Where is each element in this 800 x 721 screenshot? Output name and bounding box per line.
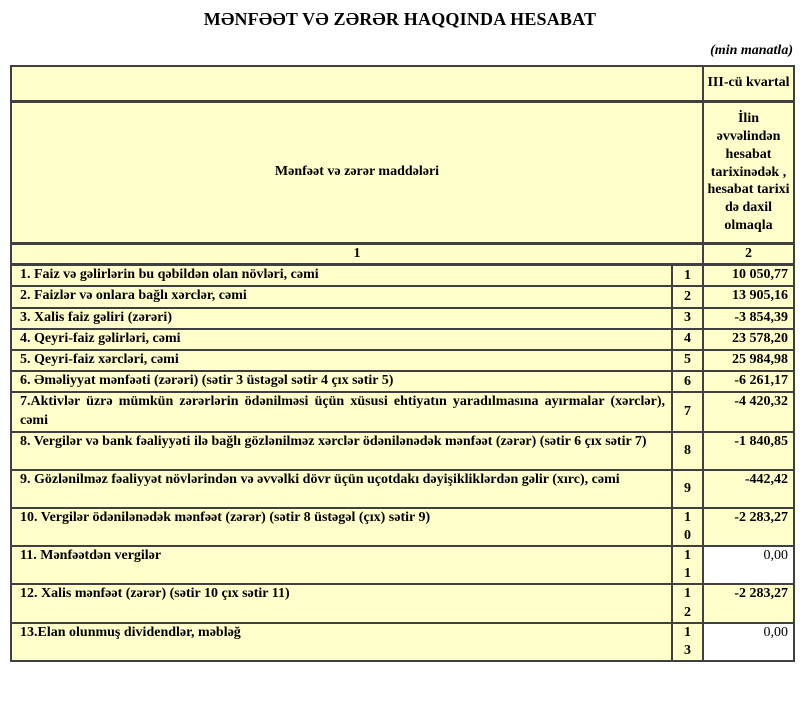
row-number-cell: 13 xyxy=(672,623,703,661)
item-name-cell: 7.Aktivlər üzrə mümkün zərərlərin ödənilməsi üçün xüsusi ehtiyatın yaradılmasına ayırmalar (xərclər), cəmi xyxy=(11,392,672,431)
item-name-cell: 5. Qeyri-faiz xərcləri, cəmi xyxy=(11,350,672,371)
row-number-cell: 1 xyxy=(672,265,703,287)
table-row xyxy=(11,265,794,287)
period-header-cell: III-cü kvartal xyxy=(703,66,794,102)
row-number-cell: 2 xyxy=(672,286,703,307)
value-header-cell: İlin əvvəlindən hesabat tarixinədək , hesabat tarixi də daxil olmaqla xyxy=(703,102,794,244)
item-name-cell: 3. Xalis faiz gəliri (zərəri) xyxy=(11,308,672,329)
table-row xyxy=(11,308,794,329)
value-cell: 10 050,77 xyxy=(703,265,794,287)
table-row-column-headers xyxy=(11,102,794,244)
value-cell: 0,00 xyxy=(703,546,794,584)
table-row-column-numbers xyxy=(11,244,794,265)
value-cell: -3 854,39 xyxy=(703,308,794,329)
unit-note: (min manatla) xyxy=(710,43,793,58)
empty-header-cell xyxy=(11,66,703,102)
table-row xyxy=(11,392,794,431)
row-number-cell: 5 xyxy=(672,350,703,371)
item-name-cell: 8. Vergilər və bank fəaliyyəti ilə bağlı gözlənilməz xərclər ödənilənədək mənfəət (zərər) (sətir 6 çıx sətir 7) xyxy=(11,432,672,470)
value-cell: 13 905,16 xyxy=(703,286,794,307)
row-number-cell: 8 xyxy=(672,432,703,470)
items-header-cell: Mənfəət və zərər maddələri xyxy=(11,102,703,244)
items-col-number-cell: 1 xyxy=(11,244,703,265)
table-row xyxy=(11,623,794,661)
table-row xyxy=(11,350,794,371)
value-cell: -1 840,85 xyxy=(703,432,794,470)
value-cell: 0,00 xyxy=(703,623,794,661)
value-col-number-cell: 2 xyxy=(703,244,794,265)
value-cell: -6 261,17 xyxy=(703,371,794,392)
value-cell: -4 420,32 xyxy=(703,392,794,431)
item-name-cell: 2. Faizlər və onlara bağlı xərclər, cəmi xyxy=(11,286,672,307)
row-number-cell: 7 xyxy=(672,392,703,431)
value-cell: -442,42 xyxy=(703,470,794,508)
value-cell: -2 283,27 xyxy=(703,584,794,622)
item-name-cell: 1. Faiz və gəlirlərin bu qəbildən olan növləri, cəmi xyxy=(11,265,672,287)
table-row-period xyxy=(11,66,794,102)
item-name-cell: 12. Xalis mənfəət (zərər) (sətir 10 çıx sətir 11) xyxy=(11,584,672,622)
row-number-cell: 12 xyxy=(672,584,703,622)
table-row xyxy=(11,329,794,350)
item-name-cell: 6. Əməliyyat mənfəəti (zərəri) (sətir 3 üstəgəl sətir 4 çıx sətir 5) xyxy=(11,371,672,392)
table-row xyxy=(11,432,794,470)
item-name-cell: 10. Vergilər ödənilənədək mənfəət (zərər) (sətir 8 üstəgəl (çıx) sətir 9) xyxy=(11,508,672,546)
table-row xyxy=(11,470,794,508)
row-number-cell: 6 xyxy=(672,371,703,392)
item-name-cell: 13.Elan olunmuş dividendlər, məbləğ xyxy=(11,623,672,661)
row-number-cell: 9 xyxy=(672,470,703,508)
profit-loss-table xyxy=(10,65,795,663)
item-name-cell: 9. Gözlənilməz fəaliyyət növlərindən və əvvəlki dövr üçün uçotdakı dəyişikliklərdən gəlir (xırc), cəmi xyxy=(11,470,672,508)
value-cell: -2 283,27 xyxy=(703,508,794,546)
row-number-cell: 10 xyxy=(672,508,703,546)
row-number-cell: 4 xyxy=(672,329,703,350)
page-title: MƏNFƏƏT VƏ ZƏRƏR HAQQINDA HESABAT xyxy=(203,9,597,29)
table-row xyxy=(11,584,794,622)
item-name-cell: 4. Qeyri-faiz gəlirləri, cəmi xyxy=(11,329,672,350)
value-cell: 25 984,98 xyxy=(703,350,794,371)
item-name-cell: 11. Mənfəətdən vergilər xyxy=(11,546,672,584)
row-number-cell: 11 xyxy=(672,546,703,584)
table-row xyxy=(11,371,794,392)
table-row xyxy=(11,508,794,546)
table-row xyxy=(11,286,794,307)
row-number-cell: 3 xyxy=(672,308,703,329)
value-cell: 23 578,20 xyxy=(703,329,794,350)
table-row xyxy=(11,546,794,584)
